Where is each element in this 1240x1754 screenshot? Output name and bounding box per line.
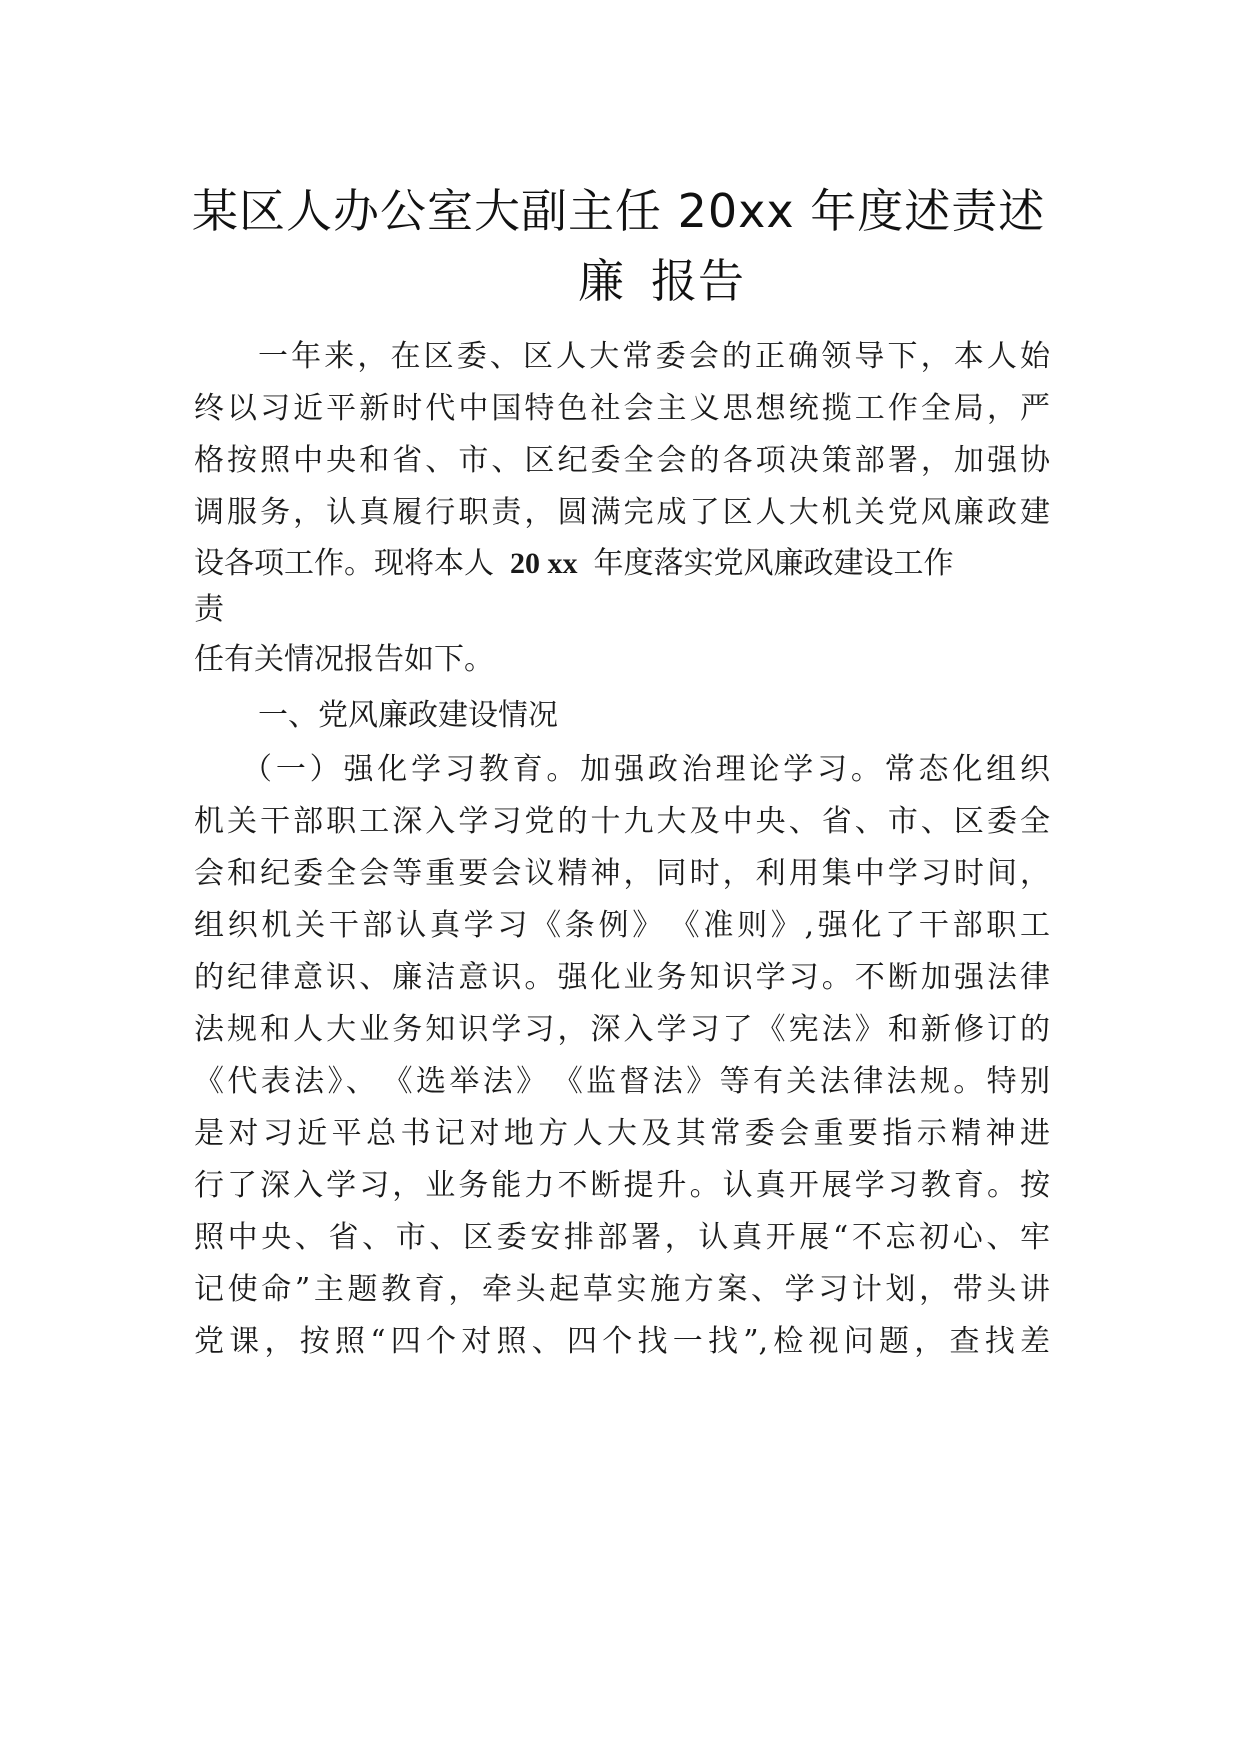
- paragraph-2-line: 法规和人大业务知识学习，深入学习了《宪法》和新修订的: [194, 1012, 1050, 1047]
- title-word-report: 报告: [651, 254, 745, 308]
- paragraph-2-line: 组织机关干部认真学习《条例》 《准则》,强化了干部职工: [194, 908, 1050, 943]
- paragraph-1-line: 任有关情况报告如下。: [194, 642, 494, 677]
- paragraph-1-line: 格按照中央和省、市、区纪委全会的各项决策部署，加强协: [194, 443, 1050, 478]
- paragraph-2-line: 《代表法》、 《选举法》 《监督法》等有关法律法规。特别: [194, 1064, 1050, 1099]
- paragraph-1-line: [194, 544, 1050, 584]
- paragraph-2-line: 行了深入学习，业务能力不断提升。认真开展学习教育。按: [194, 1168, 1050, 1203]
- paragraph-2-line: 党课，按照“四个对照、四个找一找”,检视问题，查找差: [194, 1324, 1050, 1359]
- paragraph-1-line: 责: [194, 592, 224, 627]
- paragraph-2-line: 是对习近平总书记对地方人大及其常委会重要指示精神进: [194, 1116, 1050, 1151]
- paragraph-1-line: 终以习近平新时代中国特色社会主义思想统揽工作全局，严: [194, 391, 1050, 426]
- year-placeholder: 20 xx: [510, 547, 578, 580]
- section-heading: 一、党风廉政建设情况: [258, 698, 558, 733]
- title-word-lian: 廉: [578, 254, 625, 308]
- paragraph-1-line: 调服务，认真履行职责，圆满完成了区人大机关党风廉政建: [194, 495, 1050, 530]
- paragraph-2-line: 照中央、省、市、区委安排部署，认真开展“不忘初心、牢: [194, 1220, 1050, 1255]
- paragraph-1-line: 一年来，在区委、区人大常委会的正确领导下，本人始: [258, 339, 1050, 374]
- document-title-line-1: 某区人办公室大副主任 20xx 年度述责述: [192, 184, 1046, 238]
- paragraph-2-line: 记使命”主题教育，牵头起草实施方案、学习计划，带头讲: [194, 1272, 1050, 1307]
- paragraph-1-text: 设各项工作。现将本人: [194, 546, 494, 581]
- paragraph-2-line: （一）强化学习教育。加强政治理论学习。常态化组织: [242, 752, 1050, 787]
- paragraph-2-line: 机关干部职工深入学习党的十九大及中央、省、市、区委全: [194, 804, 1050, 839]
- paragraph-1-text: 年度落实党风廉政建设工作: [593, 546, 954, 581]
- paragraph-2-line: 会和纪委全会等重要会议精神，同时，利用集中学习时间，: [194, 856, 1050, 891]
- paragraph-2-line: 的纪律意识、廉洁意识。强化业务知识学习。不断加强法律: [194, 960, 1050, 995]
- document-title-line-2: [578, 245, 745, 311]
